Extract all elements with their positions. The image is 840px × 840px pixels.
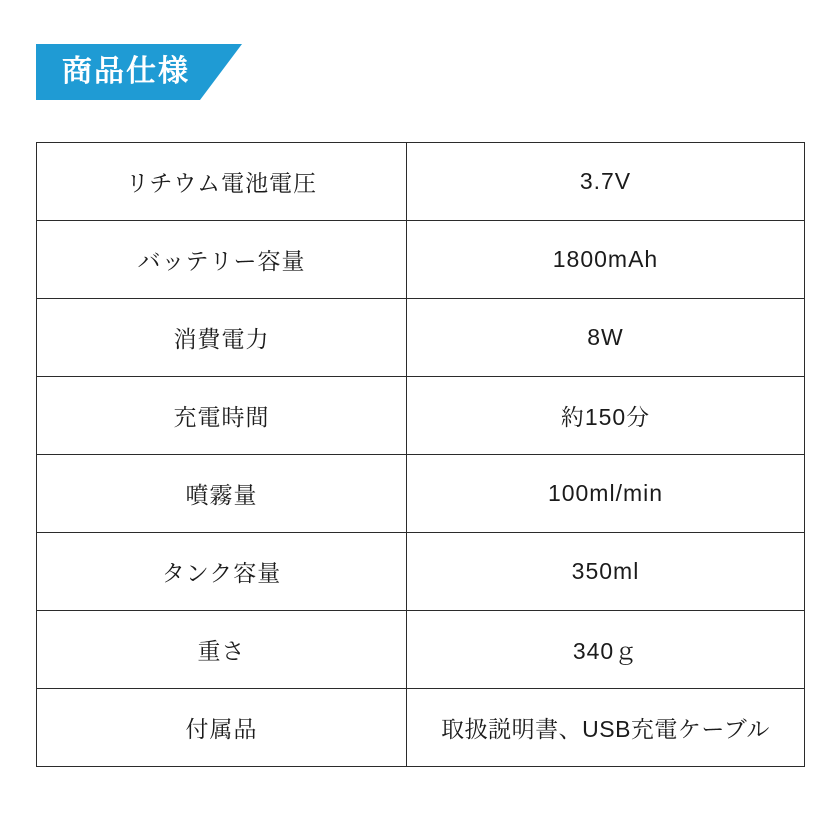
spec-label: 充電時間 <box>37 377 407 455</box>
banner-body <box>36 44 200 100</box>
spec-label: バッテリー容量 <box>37 221 407 299</box>
spec-label: 重さ <box>37 611 407 689</box>
spec-label: 消費電力 <box>37 299 407 377</box>
spec-value: 340ｇ <box>407 611 805 689</box>
table-row <box>37 221 805 299</box>
table-row <box>37 455 805 533</box>
spec-value: 1800mAh <box>407 221 805 299</box>
spec-value: 約150分 <box>407 377 805 455</box>
specification-table-body <box>37 143 805 767</box>
spec-value: 取扱説明書、USB充電ケーブル <box>407 689 805 767</box>
section-header-banner <box>36 44 242 100</box>
table-row <box>37 143 805 221</box>
spec-value: 100ml/min <box>407 455 805 533</box>
banner-tail-shape <box>200 44 242 100</box>
page-title: 商品仕様 <box>62 55 190 88</box>
spec-value: 3.7V <box>407 143 805 221</box>
table-row <box>37 611 805 689</box>
spec-label: 付属品 <box>37 689 407 767</box>
spec-label: リチウム電池電圧 <box>37 143 407 221</box>
spec-value: 8W <box>407 299 805 377</box>
table-row <box>37 377 805 455</box>
table-row <box>37 299 805 377</box>
table-row <box>37 689 805 767</box>
spec-label: 噴霧量 <box>37 455 407 533</box>
spec-value: 350ml <box>407 533 805 611</box>
spec-label: タンク容量 <box>37 533 407 611</box>
table-row <box>37 533 805 611</box>
specification-table <box>36 142 805 767</box>
